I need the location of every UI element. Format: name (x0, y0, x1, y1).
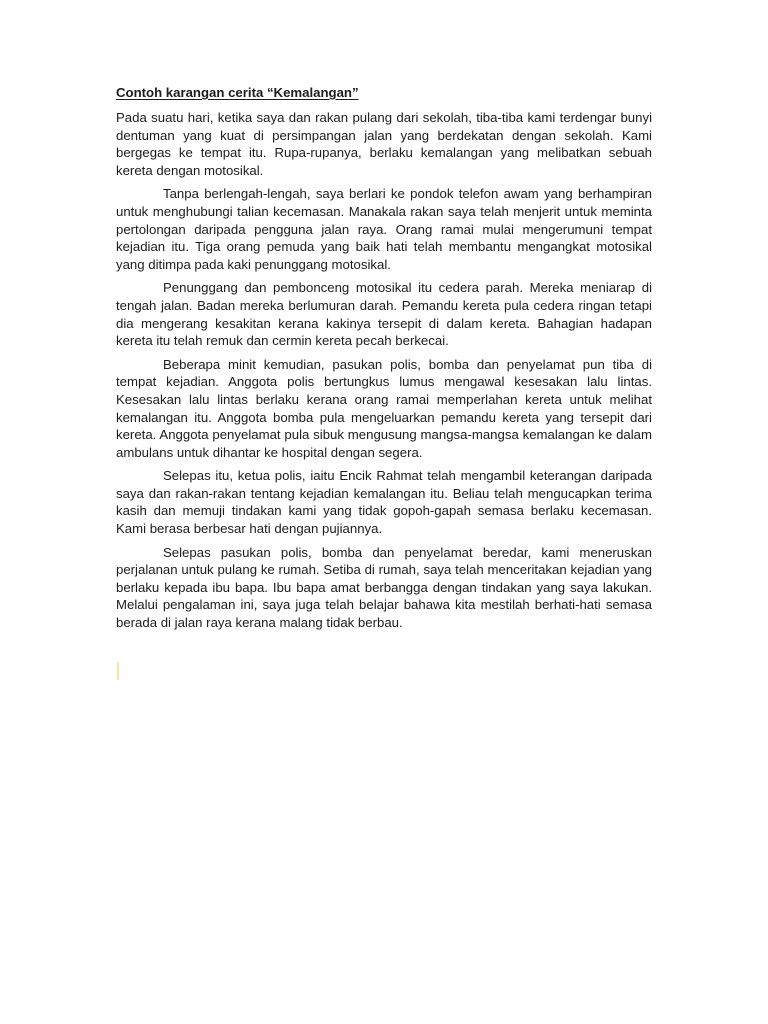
essay-paragraph-2: Tanpa berlengah-lengah, saya berlari ke pondok telefon awam yang berhampiran untuk menghubungi talian kecemasan. Manakala rakan saya telah menjerit untuk meminta pertolongan daripada pengguna jalan raya. Orang ramai mulai mengerumuni tempat kejadian itu. Tiga orang pemuda yang baik hati telah membantu mengangkat motosikal yang ditimpa pada kaki penunggang motosikal. (116, 186, 652, 272)
essay-paragraph-6: Selepas pasukan polis, bomba dan penyelamat beredar, kami meneruskan perjalanan untuk pulang ke rumah. Setiba di rumah, saya telah menceritakan kejadian yang berlaku kepada ibu bapa. Ibu bapa amat berbangga dengan tindakan yang saya lakukan. Melalui pengalaman ini, saya juga telah belajar bahawa kita mestilah berhati-hati semasa berada di jalan raya kerana malang tidak berbau. (116, 544, 652, 631)
essay-body (116, 84, 652, 638)
essay-paragraph-1: Pada suatu hari, ketika saya dan rakan pulang dari sekolah, tiba-tiba kami terdengar bunyi dentuman yang kuat di persimpangan jalan yang berdekatan dengan sekolah. Kami bergegas ke tempat itu. Rupa-rupanya, berlaku kemalangan yang melibatkan sebuah kereta dengan motosikal. (116, 110, 652, 178)
margin-highlight-mark (117, 662, 119, 680)
essay-paragraph-4: Beberapa minit kemudian, pasukan polis, bomba dan penyelamat pun tiba di tempat kejadian. Anggota polis bertungkus lumus mengawal kesesakan lalu lintas. Kesesakan lalu lintas berlaku kerana orang ramai memperlahan kereta untuk melihat kemalangan itu. Anggota bomba pula mengeluarkan pemandu kereta yang tersepit dari kereta. Anggota penyelamat pula sibuk mengusung mangsa-mangsa kemalangan ke dalam ambulans untuk dihantar ke hospital dengan segera. (116, 356, 652, 460)
essay-title: Contoh karangan cerita “Kemalangan” (116, 85, 359, 100)
essay-paragraph-3: Penunggang dan pembonceng motosikal itu cedera parah. Mereka meniarap di tengah jalan. Badan mereka berlumuran darah. Pemandu kereta pula cedera ringan tetapi dia mengerang kesakitan kerana kakinya tersepit di dalam kereta. Bahagian hadapan kereta itu telah remuk dan cermin kereta pecah berkecai. (116, 280, 652, 349)
essay-paragraph-5: Selepas itu, ketua polis, iaitu Encik Rahmat telah mengambil keterangan daripada saya dan rakan-rakan tentang kejadian kemalangan itu. Beliau telah mengucapkan terima kasih dan memuji tindakan kami yang tidak gopoh-gapah semasa berlaku kecemasan. Kami berasa berbesar hati dengan pujiannya. (116, 468, 652, 537)
